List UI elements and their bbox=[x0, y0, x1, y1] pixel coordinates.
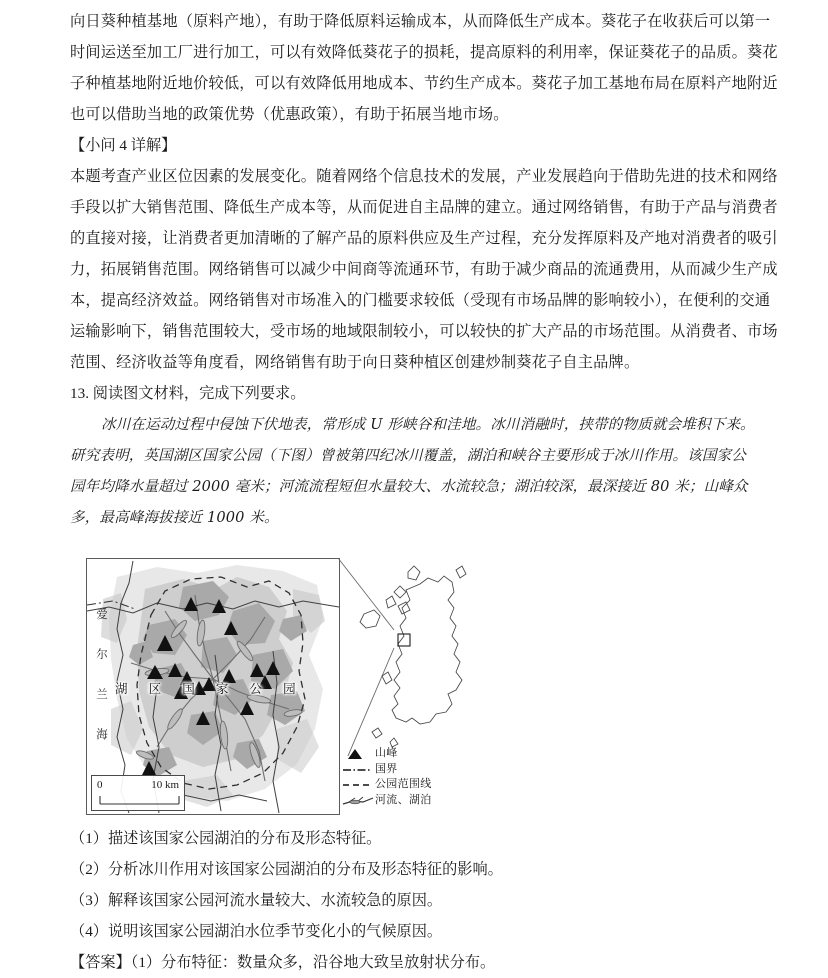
material-line: 研究表明，英国湖区国家公园（下图）曾被第四纪冰川覆盖，湖泊和峡谷主要形成于冰川作用。该国家公 bbox=[70, 447, 746, 464]
paragraph-2-line: 范围、经济收益等角度看，网络销售有助于向日葵种植区创建炒制葵花子自主品牌。 bbox=[70, 354, 640, 371]
lake-district-map-figure bbox=[86, 558, 486, 816]
document-body bbox=[70, 6, 778, 533]
sub-question: （2）分析冰川作用对该国家公园湖泊的分布及形态特征的影响。 bbox=[70, 861, 503, 878]
paragraph-1-line: 子种植基地附近地价较低，可以有效降低用地成本、节约生产成本。葵花子加工基地布局在原料产地附近 bbox=[70, 75, 778, 92]
question-13-material bbox=[70, 409, 760, 533]
paragraph-1 bbox=[70, 6, 778, 130]
legend-item-national-boundary bbox=[341, 762, 491, 778]
paragraph-2-line: 手段以扩大销售范围、降低生产成本等，从而促进自主品牌的建立。通过网络销售，有助于产品与消费者 bbox=[70, 199, 778, 216]
paragraph-1-line: 也可以借助当地的政策优势（优惠政策），有助于拓展当地市场。 bbox=[70, 106, 509, 123]
answer-line: 【答案】（1）分布特征：数量众多，沿谷地大致呈放射状分布。 bbox=[70, 954, 496, 971]
scale-bar-ticks bbox=[97, 794, 187, 808]
main-map bbox=[86, 558, 340, 815]
river-lake-icon bbox=[341, 793, 375, 809]
britain-outline bbox=[360, 566, 466, 747]
inset-connector-lines bbox=[338, 558, 394, 756]
peak-triangle-icon bbox=[341, 746, 375, 762]
sea-label-char: 海 bbox=[96, 729, 108, 741]
inset-map-britain bbox=[336, 556, 476, 756]
scale-bar bbox=[91, 775, 185, 811]
dashed-line-icon bbox=[341, 777, 375, 793]
material-line: 冰川在运动过程中侵蚀下伏地表，常形成 U 形峡谷和洼地。冰川消融时，挟带的物质就会堆积下来。 bbox=[101, 416, 755, 433]
paragraph-2-line: 力，拓展销售范围。网络销售可以减少中间商等流通环节，有助于减少商品的流通费用，从而减少生产成 bbox=[70, 261, 778, 278]
map-legend bbox=[341, 746, 491, 812]
paragraph-1-line: 时间运送至加工厂进行加工，可以有效降低葵花子的损耗，提高原料的利用率，保证葵花子的品质。葵花 bbox=[70, 44, 778, 61]
scale-end-label: 10 km bbox=[151, 779, 179, 791]
sub-question: （3）解释该国家公园河流水量较大、水流较急的原因。 bbox=[70, 892, 443, 909]
legend-label-national-boundary: 国界 bbox=[375, 762, 398, 775]
paragraph-2-line: 本题考查产业区位因素的发展变化。随着网络个信息技术的发展，产业发展趋向于借助先进的技术和网络 bbox=[70, 168, 778, 185]
paragraph-2-line: 运输影响下，销售范围较大，受市场的地域限制较小，可以较快的扩大产品的市场范围。从消费者、市场 bbox=[70, 323, 778, 340]
irish-sea-label bbox=[93, 595, 111, 755]
sub-questions-block bbox=[70, 823, 770, 978]
material-line: 园年均降水量超过 2000 毫米；河流流程短但水量较大、水流较急；湖泊较深，最深接近 80 米；山峰众 bbox=[70, 478, 748, 495]
legend-label-river-lake: 河流、湖泊 bbox=[375, 793, 432, 806]
sub-question: （4）说明该国家公园湖泊水位季节变化小的气候原因。 bbox=[70, 923, 443, 940]
legend-item-river-lake bbox=[341, 793, 491, 809]
legend-label-park-boundary: 公园范围线 bbox=[375, 778, 432, 790]
section-heading: 【小问 4 详解】 bbox=[70, 137, 177, 154]
legend-item-park-boundary bbox=[341, 777, 491, 793]
legend-item-peak bbox=[341, 746, 491, 762]
material-line: 多，最高峰海拔接近 1000 米。 bbox=[70, 509, 279, 526]
sea-label-char: 兰 bbox=[96, 689, 108, 701]
paragraph-1-line: 向日葵种植基地（原料产地），有助于降低原料运输成本，从而降低生产成本。葵花子在收获后可以第一 bbox=[70, 13, 771, 30]
park-name-label: 湖 区 国 家 公 园 bbox=[115, 682, 305, 696]
dash-dot-line-icon bbox=[341, 762, 375, 778]
paragraph-2-line: 本，提高经济效益。网络销售对市场准入的门槛要求较低（受现有市场品牌的影响较小），在便利的交通 bbox=[70, 292, 771, 309]
legend-label-peak: 山峰 bbox=[375, 747, 398, 759]
paragraph-2-line: 的直接对接，让消费者更加清晰的了解产品的原料供应及生产过程，充分发挥原料及产地对消费者的吸引 bbox=[70, 230, 778, 247]
sub-question: （1）描述该国家公园湖泊的分布及形态特征。 bbox=[70, 830, 382, 847]
paragraph-2 bbox=[70, 161, 778, 378]
scale-start-label: 0 bbox=[97, 779, 103, 791]
sea-label-char: 爱 bbox=[96, 609, 108, 621]
question-13-prompt: 13. 阅读图文材料，完成下列要求。 bbox=[70, 385, 306, 402]
sea-label-char: 尔 bbox=[96, 649, 108, 661]
